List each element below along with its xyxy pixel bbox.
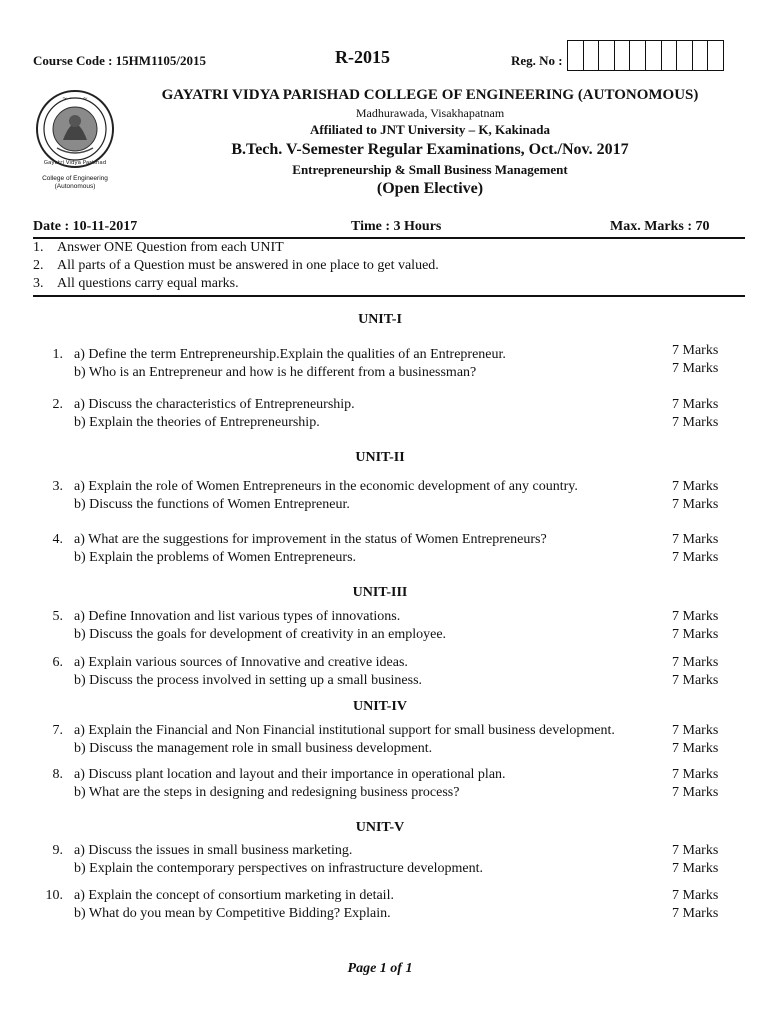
marks-a: 7 Marks <box>672 532 719 547</box>
question-part-b: b) Discuss the management role in small business development. <box>74 741 433 756</box>
unit-heading: UNIT-I <box>358 312 402 327</box>
question-part-b: b) Explain the problems of Women Entrepreneurs. <box>74 550 357 565</box>
subject-title: Entrepreneurship & Small Business Management <box>292 162 568 177</box>
question-part-a: a) Explain the role of Women Entrepreneurs in the economic development of any country. <box>74 479 578 494</box>
question-part-b: b) What are the steps in designing and redesigning business process? <box>74 785 460 800</box>
unit-heading: UNIT-V <box>355 820 405 835</box>
question-part-a: a) Explain the Financial and Non Financial institutional support for small business development. <box>74 723 615 738</box>
question-item <box>0 532 768 568</box>
instruction-item <box>33 239 439 257</box>
question-part-b: b) Discuss the functions of Women Entrepreneur. <box>74 497 350 512</box>
instructions <box>33 239 439 293</box>
question-part-a: a) Discuss the issues in small business marketing. <box>74 843 353 858</box>
college-location: Madhurawada, Visakhapatnam <box>355 106 505 120</box>
question-item <box>0 888 768 924</box>
instruction-number: 2. <box>33 258 44 273</box>
marks-a: 7 Marks <box>672 843 719 858</box>
question-part-b: b) Discuss the process involved in setting up a small business. <box>74 673 423 688</box>
logo-caption-line2: (Autonomous) <box>54 183 96 190</box>
question-item <box>0 843 768 879</box>
college-seal-icon <box>35 88 115 170</box>
reg-no-cell <box>662 41 678 70</box>
exam-time: Time : 3 Hours <box>351 219 442 234</box>
question-part-a: a) Define Innovation and list various types of innovations. <box>74 609 401 624</box>
marks-b: 7 Marks <box>672 627 719 642</box>
question-item <box>0 723 768 759</box>
college-name: GAYATRI VIDYA PARISHAD COLLEGE OF ENGINEERING (AUTONOMOUS) <box>161 87 699 103</box>
marks-b: 7 Marks <box>672 906 719 921</box>
marks-a: 7 Marks <box>672 655 719 670</box>
reg-no-cell <box>584 41 600 70</box>
divider-bottom <box>33 295 745 297</box>
reg-no-label: Reg. No : <box>511 53 563 68</box>
max-marks: Max. Marks : 70 <box>610 219 710 234</box>
instruction-number: 1. <box>33 240 44 255</box>
question-number: 5. <box>52 609 63 624</box>
exam-date: Date : 10-11-2017 <box>33 219 138 234</box>
instruction-text: All questions carry equal marks. <box>57 276 239 291</box>
regulation: R-2015 <box>335 47 390 67</box>
page-number: Page 1 of 1 <box>347 961 413 976</box>
marks-b: 7 Marks <box>672 415 719 430</box>
question-number: 6. <box>52 655 63 670</box>
svg-text:~ ~ ~ ~: ~ ~ ~ ~ <box>62 95 88 102</box>
question-number: 2. <box>52 397 63 412</box>
marks-a: 7 Marks <box>672 397 719 412</box>
instruction-item <box>33 275 439 293</box>
instruction-text: All parts of a Question must be answered in one place to get valued. <box>57 258 439 273</box>
college-logo <box>35 88 115 170</box>
question-item <box>0 343 768 383</box>
marks-a: 7 Marks <box>672 767 719 782</box>
svg-text:Gayatri Vidya Parishad: Gayatri Vidya Parishad <box>43 160 107 166</box>
question-part-a: a) Explain the concept of consortium marketing in detail. <box>74 888 394 903</box>
reg-no-cell <box>677 41 693 70</box>
marks-b: 7 Marks <box>672 741 719 756</box>
unit-heading: UNIT-II <box>355 450 405 465</box>
question-part-a: a) What are the suggestions for improvement in the status of Women Entrepreneurs? <box>74 532 547 547</box>
question-part-b: b) Discuss the goals for development of creativity in an employee. <box>74 627 447 642</box>
question-part-b: b) Explain the contemporary perspectives on infrastructure development. <box>74 861 483 876</box>
reg-no-boxes <box>567 40 724 71</box>
marks-a: 7 Marks <box>672 609 719 624</box>
marks-b: 7 Marks <box>672 861 719 876</box>
unit-heading: UNIT-IV <box>353 699 407 714</box>
unit-heading: UNIT-III <box>352 585 408 600</box>
question-number: 7. <box>52 723 63 738</box>
question-item <box>0 609 768 645</box>
marks-b: 7 Marks <box>672 673 719 688</box>
question-part-a: a) Discuss the characteristics of Entrepreneurship. <box>74 397 355 412</box>
course-code: Course Code : 15HM1105/2015 <box>33 53 206 68</box>
question-number: 4. <box>52 532 63 547</box>
instruction-item <box>33 257 439 275</box>
question-number: 1. <box>52 347 63 362</box>
question-part-a: a) Discuss plant location and layout and their importance in operational plan. <box>74 767 506 782</box>
question-item <box>0 767 768 803</box>
instruction-text: Answer ONE Question from each UNIT <box>57 240 284 255</box>
marks-b: 7 Marks <box>672 785 719 800</box>
question-item <box>0 655 768 691</box>
marks-a: 7 Marks <box>672 343 719 358</box>
reg-no-cell <box>599 41 615 70</box>
question-item <box>0 479 768 515</box>
logo-caption <box>20 175 130 191</box>
logo-caption-line1: College of Engineering <box>42 175 108 182</box>
question-part-b: b) Explain the theories of Entrepreneurship. <box>74 415 320 430</box>
reg-no-cell <box>693 41 709 70</box>
affiliation: Affiliated to JNT University – K, Kakinada <box>310 122 550 137</box>
question-number: 10. <box>45 888 63 903</box>
reg-no-cell <box>630 41 646 70</box>
marks-a: 7 Marks <box>672 723 719 738</box>
marks-b: 7 Marks <box>672 361 719 376</box>
marks-b: 7 Marks <box>672 497 719 512</box>
question-number: 3. <box>52 479 63 494</box>
question-item <box>0 397 768 433</box>
marks-a: 7 Marks <box>672 888 719 903</box>
question-part-b: b) What do you mean by Competitive Bidding? Explain. <box>74 906 391 921</box>
question-part-a: a) Explain various sources of Innovative and creative ideas. <box>74 655 408 670</box>
reg-no-cell <box>615 41 631 70</box>
question-number: 9. <box>52 843 63 858</box>
question-part-a: a) Define the term Entrepreneurship.Explain the qualities of an Entrepreneur. <box>74 347 506 362</box>
instruction-number: 3. <box>33 276 44 291</box>
reg-no-cell <box>646 41 662 70</box>
reg-no-cell <box>568 41 584 70</box>
reg-no-cell <box>708 41 723 70</box>
marks-a: 7 Marks <box>672 479 719 494</box>
exam-title: B.Tech. V-Semester Regular Examinations, Oct./Nov. 2017 <box>231 141 629 158</box>
marks-b: 7 Marks <box>672 550 719 565</box>
question-part-b: b) Who is an Entrepreneur and how is he different from a businessman? <box>74 365 477 380</box>
elective-label: (Open Elective) <box>376 180 484 197</box>
question-number: 8. <box>52 767 63 782</box>
